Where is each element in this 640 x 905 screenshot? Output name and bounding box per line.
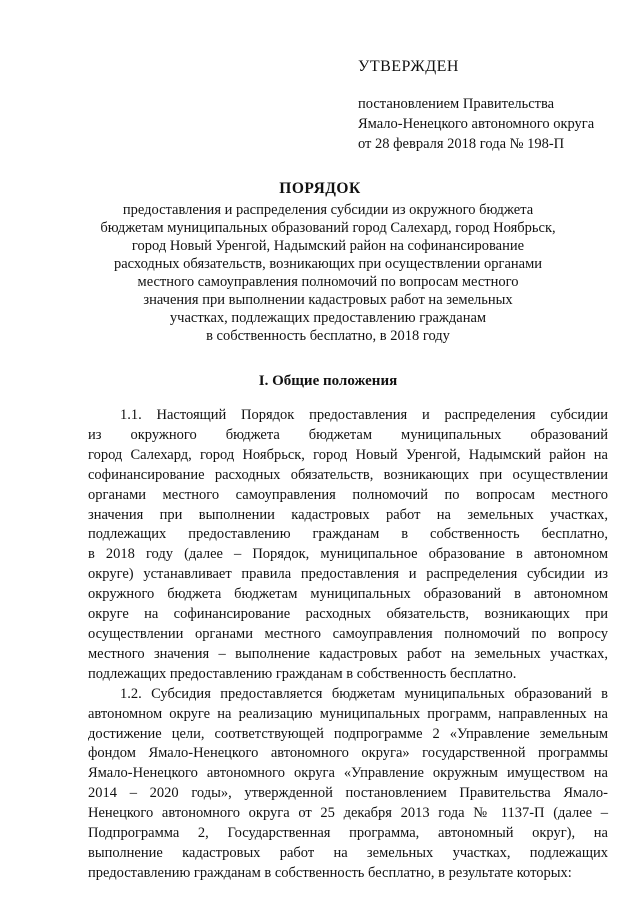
- section-heading: I. Общие положения: [258, 373, 398, 389]
- subtitle-line: в собственность бесплатно, в 2018 году: [206, 328, 450, 344]
- approval-line: от 28 февраля 2018 года № 198-П: [358, 136, 565, 152]
- paragraph-line: в 2018 году (далее – Порядок, муниципальное образование в автономном: [88, 546, 608, 563]
- subtitle-line: местного самоуправления полномочий по вопросам местного: [137, 274, 519, 290]
- paragraph-line: подлежащих предоставлению гражданам в собственность бесплатно.: [88, 665, 517, 682]
- document-title: ПОРЯДОК: [279, 180, 361, 197]
- subtitle-line: город Новый Уренгой, Надымский район на софинансирование: [131, 238, 525, 254]
- paragraph-line: достижение цели, соответствующей подпрограмме 2 «Управление земельным: [88, 725, 608, 742]
- paragraph-line: выполнение кадастровых работ на земельных участках, подлежащих: [88, 844, 608, 861]
- paragraph-line: 1.2. Субсидия предоставляется бюджетам муниципальных образований в: [120, 685, 608, 702]
- paragraph-line: Ямало-Ненецкого автономного округа «Управление окружным имуществом на: [88, 765, 608, 782]
- paragraph-line: предоставлению гражданам в собственность бесплатно, в результате которых:: [88, 864, 572, 881]
- paragraph-line: город Салехард, город Ноябрьск, город Новый Уренгой, Надымский район на: [88, 446, 608, 463]
- approval-line: Ямало-Ненецкого автономного округа: [358, 116, 595, 132]
- paragraph-line: округе на софинансирование расходных обязательств, возникающих при: [88, 606, 608, 623]
- section-body: [88, 406, 608, 884]
- document-subtitle: [0, 201, 640, 345]
- subtitle-line: бюджетам муниципальных образований город Салехард, город Ноябрьск,: [100, 220, 556, 236]
- subtitle-line: участках, подлежащих предоставлению гражданам: [169, 310, 487, 326]
- subtitle-line: предоставления и распределения субсидии из окружного бюджета: [122, 202, 534, 218]
- paragraph-line: округе) устанавливает правила предоставления и распределения субсидии из: [88, 566, 608, 583]
- paragraph-line: из окружного бюджета бюджетам муниципальных образований: [88, 426, 608, 443]
- paragraph-line: значения при выполнении кадастровых работ на земельных участках,: [88, 506, 608, 523]
- subtitle-line: значения при выполнении кадастровых работ на земельных: [143, 292, 513, 308]
- paragraph-line: осуществлении органами местного самоуправления полномочий по вопросу: [88, 625, 608, 642]
- approval-details: [358, 94, 594, 154]
- paragraph-line: фондом Ямало-Ненецкого автономного округа» государственной программы: [88, 745, 608, 762]
- paragraph-line: 2014 – 2020 годы», утвержденной постановлением Правительства Ямало-: [88, 785, 608, 802]
- approval-stamp-title: УТВЕРЖДЕН: [358, 58, 459, 75]
- paragraph-line: Ненецкого автономного округа от 25 декабря 2013 года № 1137-П (далее –: [88, 805, 608, 822]
- paragraph-line: 1.1. Настоящий Порядок предоставления и распределения субсидии: [120, 407, 608, 423]
- paragraph-line: Подпрограмма 2, Государственная программа, автономный округ), на: [88, 825, 608, 842]
- paragraph-line: софинансирование расходных обязательств, возникающих при осуществлении: [88, 466, 608, 483]
- paragraph-line: органами местного самоуправления полномочий по вопросам местного: [88, 486, 608, 503]
- paragraph-line: окружного бюджета бюджетам муниципальных образований в автономном: [88, 586, 608, 603]
- subtitle-line: расходных обязательств, возникающих при осуществлении органами: [113, 256, 543, 272]
- paragraph-line: местного значения – выполнение кадастровых работ на земельных участках,: [88, 645, 608, 662]
- paragraph-line: подлежащих предоставлению гражданам в собственность бесплатно,: [88, 526, 608, 543]
- approval-line: постановлением Правительства: [358, 96, 555, 112]
- paragraph-line: автономном округе на реализацию муниципальных программ, направленных на: [88, 705, 608, 722]
